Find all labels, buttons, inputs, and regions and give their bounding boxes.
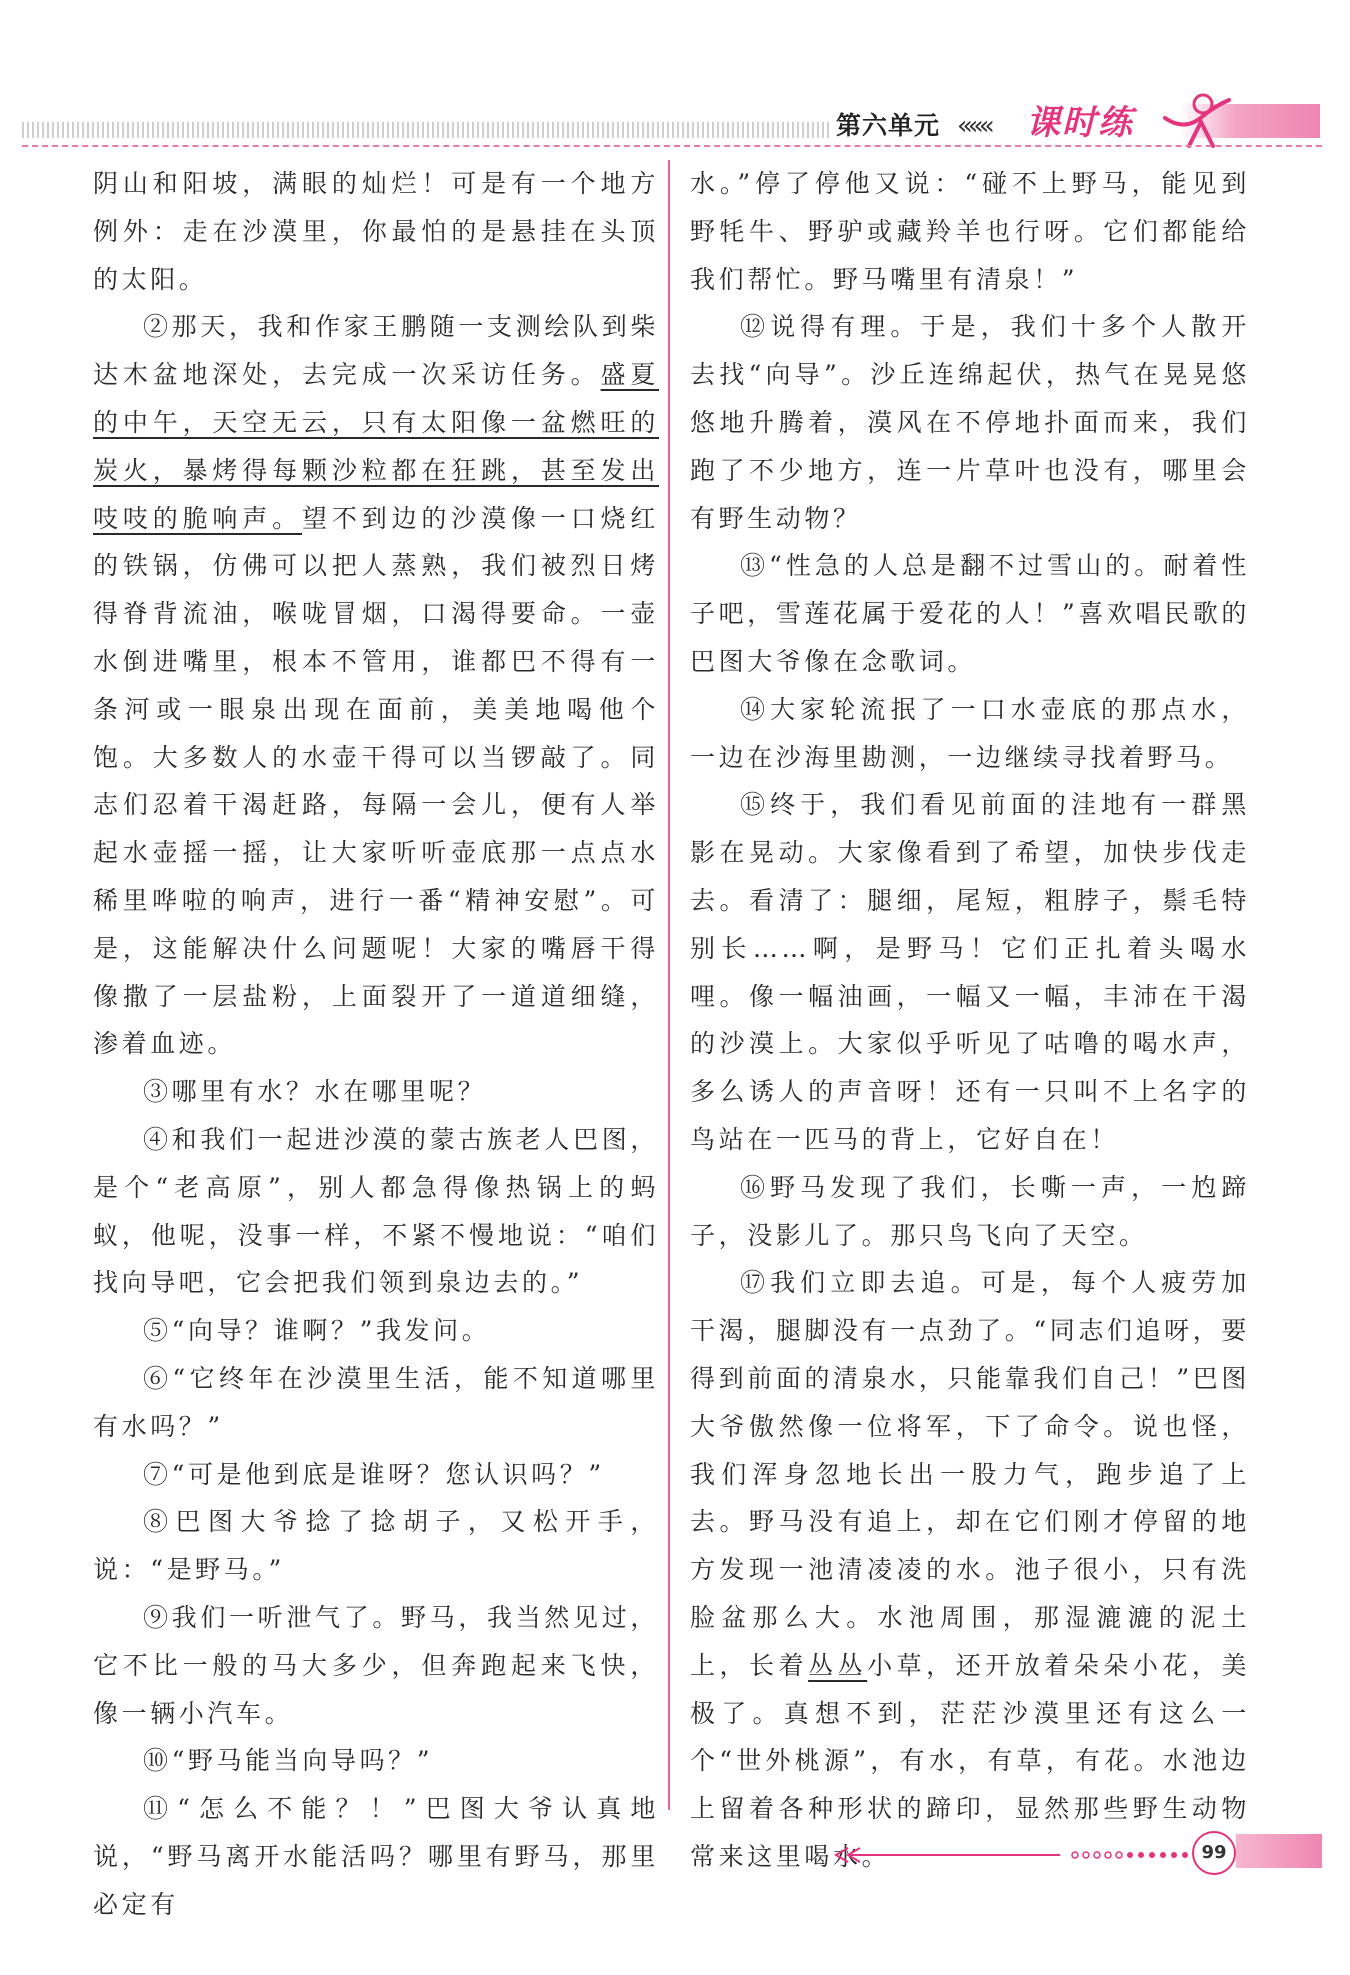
paragraph-9: ⑨我们一听泄气了。野马，我当然见过，它不比一般的马大多少，但奔跑起来飞快，像一辆小汽车。: [93, 1602, 659, 1728]
paragraph-17-text-a: ⑰我们立即去追。可是，每个人疲劳加干渴，腿脚没有一点劲了。“同志们追呀，要得到前面的清泉水，只能靠我们自己！”巴图大爷傲然像一位将军，下了命令。说也怪，我们浑身忽地长出一股力气，跑步追了上去。野马没有追上，却在它们刚才停留的地方发现一池清凌凌的水。池子很小，只有洗脸盆那么大。水池周围，那湿漉漉的泥土上，长着: [690, 1268, 1250, 1680]
paragraph-13: ⑬“性急的人总是翻不过雪山的。耐着性子吧，雪莲花属于爱花的人！”喜欢唱民歌的巴图大爷像在念歌词。: [690, 551, 1250, 676]
paragraph-15: ⑮终于，我们看见前面的洼地有一群黑影在晃动。大家像看到了希望，加快步伐走去。看清了：腿细，尾短，粗脖子，鬃毛特别长……啊，是野马！它们正扎着头喝水哩。像一幅油画，一幅又一幅，丰沛在干渴的沙漠上。大家似乎听见了咕噜的喝水声，多么诱人的声音呀！还有一只叫不上名字的鸟站在一匹马的背上，它好自在！: [690, 790, 1250, 1154]
paragraph-17: [690, 1259, 1250, 1880]
underlined-sentence: 盛夏的中午，天空无云，只有太阳像一盆燃旺的炭火，暴烤得每颗沙粒都在狂跳，甚至发出吱吱的脆响声。: [93, 360, 660, 533]
paragraph-12: ⑫说得有理。于是，我们十多个人散开去找“向导”。沙丘连绵起伏，热气在晃晃悠悠地升腾着，漠风在不停地扑面而来，我们跑了不少地方，连一片草叶也没有，哪里会有野生动物？: [690, 312, 1250, 533]
paragraph-2: [93, 303, 659, 1068]
underlined-word: 丛丛: [808, 1650, 868, 1680]
paragraph-11-continued: 水。”停了停他又说：“碰不上野马，能见到野牦牛、野驴或藏羚羊也行呀。它们都能给我们帮忙。野马嘴里有清泉！”: [690, 169, 1250, 294]
paragraph-10: ⑩“野马能当向导吗？”: [143, 1746, 434, 1776]
mascot-figure-icon: [1155, 88, 1235, 150]
header-hatch-decoration: [22, 122, 832, 138]
brand-title: 课时练: [1026, 103, 1134, 143]
column-divider: [668, 160, 670, 1810]
paragraph-intro: 阴山和阳坡，满眼的灿烂！可是有一个地方例外：走在沙漠里，你最怕的是悬挂在头顶的太阳。: [93, 169, 659, 294]
unit-title: 第六单元: [836, 111, 941, 140]
paragraph-4: ④和我们一起进沙漠的蒙古族老人巴图，是个“老高原”，别人都急得像热锅上的蚂蚁，他呢，没事一样，不紧不慢地说：“咱们找向导吧，它会把我们领到泉边去的。”: [93, 1124, 659, 1298]
paragraph-3: ③哪里有水？水在哪里呢？: [143, 1077, 487, 1107]
paragraph-5: ⑤“向导？谁啊？”我发问。: [143, 1316, 491, 1346]
left-text-column: [93, 160, 659, 1928]
footer-pink-band: [1236, 1834, 1322, 1868]
paragraph-6: ⑥“它终年在沙漠里生活，能不知道哪里有水吗？”: [93, 1363, 659, 1441]
page-number: 99: [1192, 1831, 1236, 1875]
footer-arrow-icon: [830, 1840, 1210, 1870]
paragraph-2-text-b: 望不到边的沙漠像一口烧红的铁锅，仿佛可以把人蒸熟，我们被烈日烤得脊背流油，喉咙冒烟，口渴得要命。一壶水倒进嘴里，根本不管用，谁都巴不得有一条河或一眼泉出现在面前，美美地喝他个饱。大多数人的水壶干得可以当锣敲了。同志们忍着干渴赶路，每隔一会儿，便有人举起水壶摇一摇，让大家听听壶底那一点点水稀里哗啦的响声，进行一番“精神安慰”。可是，这能解决什么问题呢！大家的嘴唇干得像撒了一层盐粉，上面裂开了一道道细缝，渗着血迹。: [93, 503, 660, 1059]
paragraph-2-text-a: ②那天，我和作家王鹏随一支测绘队到柴达木盆地深处，去完成一次采访任务。: [93, 312, 659, 390]
paragraph-8: ⑧巴图大爷捻了捻胡子，又松开手，说：“是野马。”: [93, 1507, 659, 1585]
paragraph-7: ⑦“可是他到底是谁呀？您认识吗？”: [143, 1459, 605, 1489]
right-text-column: [690, 160, 1250, 1881]
paragraph-17-text-b: 小草，还开放着朵朵小花，美极了。真想不到，茫茫沙漠里还有这么一个“世外桃源”，有水，有草，有花。水池边上留着各种形状的蹄印，显然那些野生动物常来这里喝水。: [690, 1650, 1250, 1871]
header-dashed-rule: [22, 145, 1322, 147]
paragraph-14: ⑭大家轮流抿了一口水壶底的那点水，一边在沙海里勘测，一边继续寻找着野马。: [690, 694, 1250, 772]
double-chevron-left-icon: «««: [957, 111, 990, 141]
paragraph-11: ⑪“怎么不能？！”巴图大爷认真地说，“野马离开水能活吗？哪里有野马，那里必定有: [93, 1794, 659, 1919]
paragraph-16: ⑯野马发现了我们，长嘶一声，一尥蹄子，没影儿了。那只鸟飞向了天空。: [690, 1172, 1250, 1250]
